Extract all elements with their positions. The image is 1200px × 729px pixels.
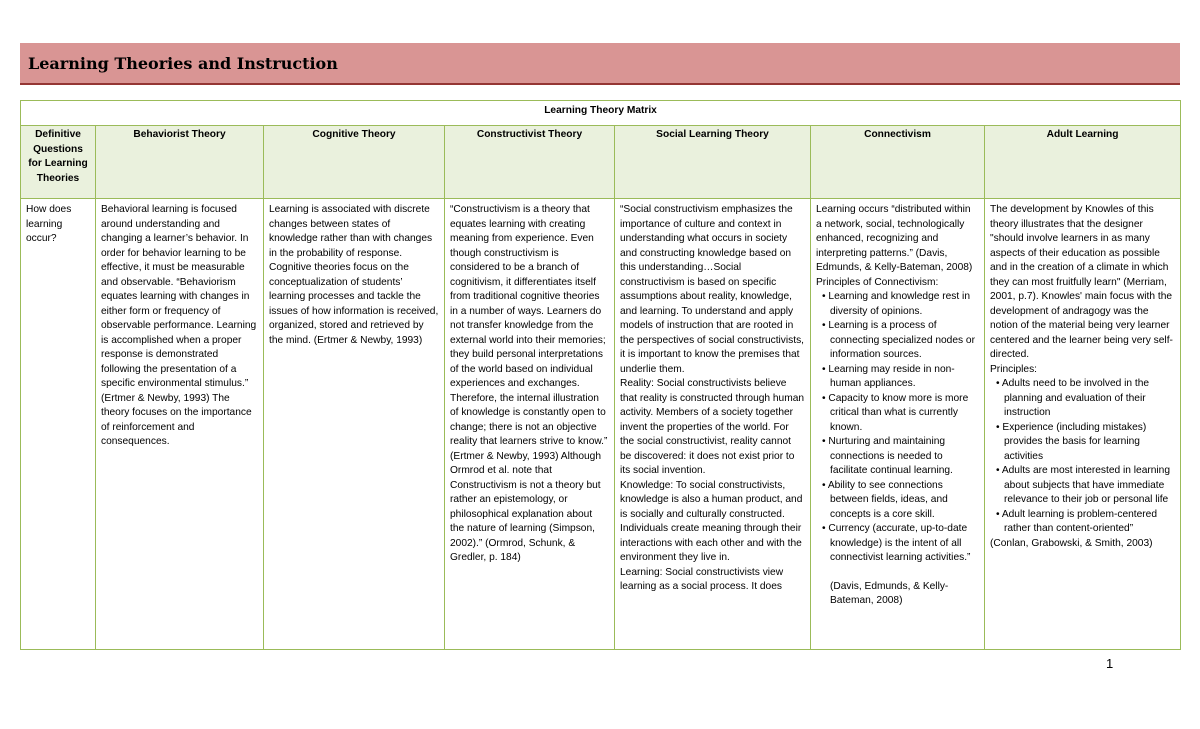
learning-theory-matrix xyxy=(20,100,1181,650)
matrix-body-row xyxy=(21,199,1181,650)
connectivism-bullet: • Learning and knowledge rest in diversity of opinions. xyxy=(822,291,970,317)
matrix-title-row xyxy=(21,101,1181,126)
cell-connectivism xyxy=(811,199,985,650)
header-social-learning: Social Learning Theory xyxy=(615,126,811,199)
social-reality: Reality: Social constructivists believe that reality is constructed through human activity. Members of a society together invent the properties of the world. For the social constructivist, reality cannot be discovered: it does not exist prior to its social invention. xyxy=(620,378,805,476)
header-definitive-questions: Definitive Questions for Learning Theories xyxy=(21,126,96,199)
adult-bullet: • Experience (including mistakes) provides the basis for learning activities xyxy=(996,421,1147,462)
header-connectivism: Connectivism xyxy=(811,126,985,199)
cell-behaviorist: Behavioral learning is focused around understanding and changing a learner’s behavior. In order for behavior learning to be effective, it must be measurable and observable. “Behaviorism equates learning with changes in either form or frequency of observable performance. Learning is accomplished when a proper response is demonstrated following the presentation of a specific environmental stimulus.” (Ertmer & Newby, 1993) The theory focuses on the importance of reinforcement and consequences. xyxy=(96,199,264,650)
cell-question: How does learning occur? xyxy=(21,199,96,650)
social-learning: Learning: Social constructivists view learning as a social process. It does xyxy=(620,566,784,592)
matrix-header-row xyxy=(21,126,1181,199)
adult-intro: The development by Knowles of this theory illustrates that the designer "should involve learners in as many aspects of their education as possible and in the creation of a climate in which they can most fruitfully learn" (Merriam, 2001, p.7). Knowles' main focus with the development of andragogy was the notion of the material being very learner centered and the learner being very self-directed. xyxy=(990,204,1173,360)
cell-social-learning xyxy=(615,199,811,650)
connectivism-bullet: • Learning is a process of connecting specialized nodes or information sources. xyxy=(822,320,975,360)
header-adult-learning: Adult Learning xyxy=(985,126,1181,199)
connectivism-citation: (Davis, Edmunds, & Kelly-Bateman, 2008) xyxy=(830,580,949,606)
cell-cognitive: Learning is associated with discrete changes between states of knowledge rather than with changes in the probability of response. Cognitive theories focus on the conceptualization of students’ learning processes and tackle the issues of how information is received, organized, stored and retrieved by the mind. (Ertmer & Newby, 1993) xyxy=(264,199,445,650)
document-title: Learning Theories and Instruction xyxy=(28,54,338,73)
social-intro: “Social constructivism emphasizes the importance of culture and context in understanding what occurs in society and constructing knowledge based on this understanding…Social constructivism is based on specific assumptions about reality, knowledge, and learning. To understand and apply models of instruction that are rooted in the perspectives of social constructivists, it is important to know the premises that underlie them. xyxy=(620,204,805,375)
adult-bullet: • Adults need to be involved in the planning and evaluation of their instruction xyxy=(996,378,1150,418)
cell-adult-learning xyxy=(985,199,1181,650)
document-title-bar xyxy=(20,43,1180,85)
cell-constructivist: “Constructivism is a theory that equates learning with creating meaning from experience. Even though constructivism is considered to be a branch of cognitivism, it differentiates itself from traditional cognitive theories in a number of ways. Learners do not transfer knowledge from the external world into their memories; they build personal interpretations of the world based on individual experiences and exchanges. Therefore, the internal illustration of knowledge is constantly open to change; there is not an objective reality that learners strive to know.” (Ertmer & Newby, 1993) Although Ormrod et al. note that Constructivism is not a theory but rather an epistemology, or philosophical explanation about the nature of learning (Simpson, 2002).” (Ormrod, Schunk, & Gredler, p. 184) xyxy=(445,199,615,650)
connectivism-bullet: • Ability to see connections between fields, ideas, and concepts is a core skill. xyxy=(822,479,948,520)
adult-bullet: • Adult learning is problem-centered rather than content-oriented” xyxy=(996,508,1157,534)
connectivism-bullet: • Capacity to know more is more critical than what is currently known. xyxy=(822,392,969,433)
connectivism-bullet: • Currency (accurate, up-to-date knowledge) is the intent of all connectivist learning activities.” xyxy=(822,523,971,563)
adult-principles-label: Principles: xyxy=(990,363,1037,375)
connectivism-intro: Learning occurs “distributed within a network, social, technologically enhanced, recognizing and interpreting patterns.” (Davis, Edmunds, & Kelly-Bateman, 2008) xyxy=(816,204,973,273)
header-constructivist: Constructivist Theory xyxy=(445,126,615,199)
matrix-title: Learning Theory Matrix xyxy=(21,101,1181,126)
connectivism-bullet: • Nurturing and maintaining connections is needed to facilitate continual learning. xyxy=(822,436,953,476)
connectivism-bullet: • Learning may reside in non-human appliances. xyxy=(822,363,955,389)
adult-bullet: • Adults are most interested in learning about subjects that have immediate relevance to their job or personal life xyxy=(996,465,1171,505)
connectivism-principles-label: Principles of Connectivism: xyxy=(816,276,939,288)
header-cognitive: Cognitive Theory xyxy=(264,126,445,199)
page-number: 1 xyxy=(1106,656,1114,671)
social-knowledge: Knowledge: To social constructivists, knowledge is also a human product, and is socially and culturally constructed. Individuals create meaning through their interactions with each other and with the environment they live in. xyxy=(620,479,803,563)
adult-citation: (Conlan, Grabowski, & Smith, 2003) xyxy=(990,537,1153,549)
header-behaviorist: Behaviorist Theory xyxy=(96,126,264,199)
